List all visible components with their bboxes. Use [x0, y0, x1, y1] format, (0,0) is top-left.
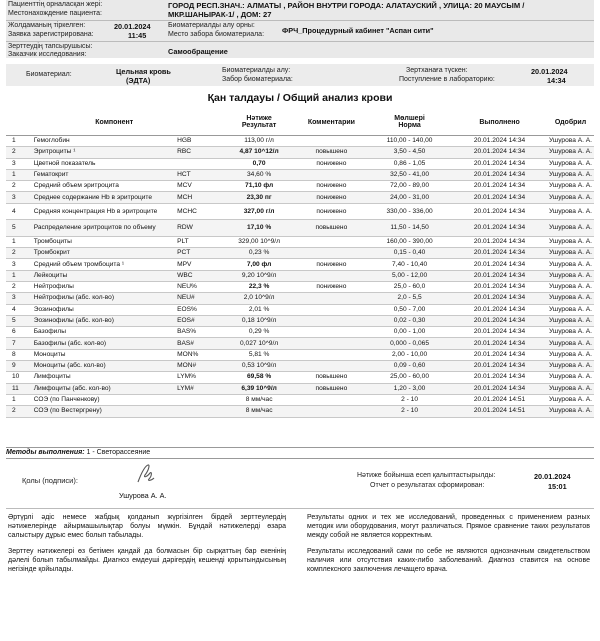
- biomaterial-bar: [6, 64, 594, 86]
- test-approved-by: Ушурова А. А.: [547, 259, 594, 270]
- patient-location-value: ГОРОД РЕСП.ЗНАЧ.: АЛМАТЫ , РАЙОН ВНУТРИ ГОРОДА: АЛАТАУСКИЙ , УЛИЦА: 20 МАУСЫМ /МКР.ШАНЫРАК-1/ , ДОМ: 27: [168, 1, 525, 19]
- test-result: 0,29 %: [222, 327, 295, 338]
- test-name: Нейтрофилы: [32, 281, 175, 292]
- test-result: 22,3 %: [222, 281, 295, 292]
- test-result: 69,58 %: [222, 372, 295, 383]
- test-result: 4,87 10^12/л: [222, 147, 295, 158]
- test-norm: 7,40 - 10,40: [367, 259, 452, 270]
- request-label-ru: Заявка зарегистрирована:: [8, 31, 94, 38]
- test-norm: 0,15 - 0,40: [367, 248, 452, 259]
- test-comment: [296, 349, 367, 360]
- test-result: 34,60 %: [222, 169, 295, 180]
- row-number: 2: [6, 147, 32, 158]
- table-row: [6, 203, 594, 220]
- table-row: [6, 136, 594, 147]
- col-result-kz: Нәтиже: [246, 115, 272, 122]
- test-approved-by: Ушурова А. А.: [547, 181, 594, 192]
- test-code: EOS#: [175, 315, 222, 326]
- row-number: 5: [6, 220, 32, 237]
- col-result-ru: Результат: [241, 122, 277, 129]
- test-comment: [296, 315, 367, 326]
- test-done-date: 20.01.2024 14:34: [452, 259, 547, 270]
- test-done-date: 20.01.2024 14:34: [452, 327, 547, 338]
- test-norm: 0,000 - 0,065: [367, 338, 452, 349]
- sampling-label-kz: Биоматериалды алу орны:: [168, 22, 255, 29]
- test-result: 0,53 10^9/л: [222, 361, 295, 372]
- received-label-ru: Поступление в лабораторию:: [399, 76, 495, 83]
- test-done-date: 20.01.2024 14:34: [452, 181, 547, 192]
- row-number: 3: [6, 158, 32, 169]
- table-row: [6, 394, 594, 405]
- test-comment: [296, 361, 367, 372]
- test-approved-by: Ушурова А. А.: [547, 304, 594, 315]
- test-name: Лимфоциты: [32, 372, 175, 383]
- test-code: [175, 406, 222, 417]
- test-done-date: 20.01.2024 14:34: [452, 236, 547, 247]
- customer-label-kz: Зерттеудің тапсырушысы:: [8, 43, 93, 50]
- row-number: 9: [6, 361, 32, 372]
- test-name: Базофилы (абс. кол-во): [32, 338, 175, 349]
- test-result: 329,00 10^9/л: [222, 236, 295, 247]
- test-done-date: 20.01.2024 14:34: [452, 361, 547, 372]
- test-norm: 24,00 - 31,00: [367, 192, 452, 203]
- test-comment: [296, 169, 367, 180]
- test-result: 7,00 фл: [222, 259, 295, 270]
- table-row: [6, 181, 594, 192]
- row-number: 5: [6, 315, 32, 326]
- table-row: [6, 361, 594, 372]
- test-name: Средний объем эритроцита: [32, 181, 175, 192]
- table-row: [6, 248, 594, 259]
- test-comment: повышено: [296, 372, 367, 383]
- test-result: 0,70: [222, 158, 295, 169]
- table-row: [6, 281, 594, 292]
- disclaimer-kz-1: Әртүрлі әдіс немесе жабдық қолданып жүргізілген бірдей зерттеулердің нәтижелерінде айырмашылықтар болуы мүмкін. Бұндай нәтижелерді өзара салыстыру дұрыс емес болып табылады.: [8, 514, 286, 539]
- test-done-date: 20.01.2024 14:34: [452, 248, 547, 259]
- table-row: [6, 236, 594, 247]
- table-row: [6, 349, 594, 360]
- table-row: [6, 383, 594, 394]
- methods-label: Методы выполнения:: [6, 449, 85, 456]
- test-done-date: 20.01.2024 14:34: [452, 136, 547, 147]
- row-number: 4: [6, 304, 32, 315]
- row-number: 3: [6, 192, 32, 203]
- test-done-date: 20.01.2024 14:34: [452, 220, 547, 237]
- table-row: [6, 169, 594, 180]
- row-number: 3: [6, 259, 32, 270]
- test-comment: [296, 236, 367, 247]
- test-done-date: 20.01.2024 14:34: [452, 349, 547, 360]
- test-code: [175, 158, 222, 169]
- test-norm: 110,00 - 140,00: [367, 136, 452, 147]
- test-code: MCH: [175, 192, 222, 203]
- table-row: [6, 406, 594, 417]
- test-done-date: 20.01.2024 14:34: [452, 383, 547, 394]
- test-done-date: 20.01.2024 14:34: [452, 338, 547, 349]
- test-comment: повышено: [296, 220, 367, 237]
- test-code: RDW: [175, 220, 222, 237]
- test-done-date: 20.01.2024 14:34: [452, 304, 547, 315]
- methods-line: [6, 447, 594, 459]
- test-result: 23,30 пг: [222, 192, 295, 203]
- test-done-date: 20.01.2024 14:34: [452, 147, 547, 158]
- test-comment: [296, 270, 367, 281]
- test-name: Эритроциты ¹: [32, 147, 175, 158]
- results-header-row: [6, 109, 594, 136]
- test-result: 9,20 10^9/л: [222, 270, 295, 281]
- test-name: Эозинофилы (абс. кол-во): [32, 315, 175, 326]
- patient-location-label-kz: Пациенттің орналасқан жері:: [8, 1, 103, 8]
- row-number: 1: [6, 270, 32, 281]
- test-approved-by: Ушурова А. А.: [547, 349, 594, 360]
- report-label-kz: Нәтиже бойынша есеп қалыптастырылды:: [357, 472, 496, 479]
- test-name: Эозинофилы: [32, 304, 175, 315]
- test-approved-by: Ушурова А. А.: [547, 281, 594, 292]
- page-title: Қан талдауы / Общий анализ крови: [207, 92, 393, 104]
- test-code: BAS%: [175, 327, 222, 338]
- test-comment: [296, 338, 367, 349]
- col-result: [222, 109, 295, 136]
- test-norm: 11,50 - 14,50: [367, 220, 452, 237]
- row-number: 11: [6, 383, 32, 394]
- test-approved-by: Ушурова А. А.: [547, 248, 594, 259]
- patient-location-label-ru: Местонахождение пациента:: [8, 10, 102, 17]
- test-done-date: 20.01.2024 14:34: [452, 158, 547, 169]
- request-time: 11:45: [128, 31, 147, 40]
- test-code: EOS%: [175, 304, 222, 315]
- test-code: HCT: [175, 169, 222, 180]
- table-row: [6, 338, 594, 349]
- test-norm: 1,20 - 3,00: [367, 383, 452, 394]
- test-name: Моноциты: [32, 349, 175, 360]
- test-comment: понижено: [296, 192, 367, 203]
- received-time: 14:34: [547, 76, 566, 85]
- row-number: 1: [6, 236, 32, 247]
- test-approved-by: Ушурова А. А.: [547, 220, 594, 237]
- test-comment: понижено: [296, 259, 367, 270]
- request-label-kz: Жолдаманың тіркелген:: [8, 22, 86, 29]
- test-norm: 25,00 - 60,00: [367, 372, 452, 383]
- test-comment: [296, 248, 367, 259]
- test-done-date: 20.01.2024 14:51: [452, 406, 547, 417]
- row-number: 3: [6, 293, 32, 304]
- test-approved-by: Ушурова А. А.: [547, 406, 594, 417]
- col-norm: [367, 109, 452, 136]
- col-done: Выполнено: [452, 109, 547, 136]
- test-norm: 72,00 - 89,00: [367, 181, 452, 192]
- row-number: 2: [6, 181, 32, 192]
- test-comment: [296, 327, 367, 338]
- row-number: 2: [6, 281, 32, 292]
- test-code: MCV: [175, 181, 222, 192]
- col-norm-ru: Норма: [398, 122, 421, 129]
- table-row: [6, 372, 594, 383]
- table-row: [6, 158, 594, 169]
- report-label-ru: Отчет о результатах сформирован:: [370, 482, 485, 489]
- test-done-date: 20.01.2024 14:34: [452, 293, 547, 304]
- test-approved-by: Ушурова А. А.: [547, 158, 594, 169]
- test-result: 0,18 10^9/л: [222, 315, 295, 326]
- col-norm-kz: Мөлшері: [394, 115, 425, 122]
- col-component: Компонент: [6, 109, 222, 136]
- test-code: PCT: [175, 248, 222, 259]
- table-row: [6, 327, 594, 338]
- test-done-date: 20.01.2024 14:34: [452, 270, 547, 281]
- test-comment: повышено: [296, 147, 367, 158]
- row-number: 10: [6, 372, 32, 383]
- table-row: [6, 270, 594, 281]
- col-approved: Одобрил: [547, 109, 594, 136]
- table-row: [6, 304, 594, 315]
- test-approved-by: Ушурова А. А.: [547, 361, 594, 372]
- table-row: [6, 315, 594, 326]
- test-code: WBC: [175, 270, 222, 281]
- test-approved-by: Ушурова А. А.: [547, 293, 594, 304]
- test-comment: понижено: [296, 281, 367, 292]
- received-label-kz: Зертханаға түскен:: [406, 67, 468, 74]
- test-norm: 32,50 - 41,00: [367, 169, 452, 180]
- test-code: MCHC: [175, 203, 222, 220]
- test-name: Нейтрофилы (абс. кол-во): [32, 293, 175, 304]
- report-time: 15:01: [548, 482, 567, 491]
- test-norm: 2,00 - 10,00: [367, 349, 452, 360]
- test-comment: понижено: [296, 181, 367, 192]
- test-norm: 0,86 - 1,05: [367, 158, 452, 169]
- disclaimer-kz-2: Зерттеу нәтижелері өз бетімен қандай да болмасын бір сырқаттың бар екенінің дәлелі болып табылмайды. Диагноз емдеуші дәрігердің кешенді қорытындысының негізінде қойылады.: [8, 548, 286, 573]
- disclaimer-ru-1: Результаты одних и тех же исследований, проведенных с применением разных методик или оборудования, могут различаться. Прямое сравнение таких результатов между собой не является корректным.: [307, 514, 590, 539]
- biomaterial-label: Биоматериал:: [26, 71, 72, 78]
- test-code: MPV: [175, 259, 222, 270]
- customer-value: Самообращение: [168, 47, 228, 56]
- test-code: NEU%: [175, 281, 222, 292]
- test-name: Лейкоциты: [32, 270, 175, 281]
- patient-header: [6, 0, 594, 58]
- test-done-date: 20.01.2024 14:34: [452, 315, 547, 326]
- test-result: 0,027 10^9/л: [222, 338, 295, 349]
- test-approved-by: Ушурова А. А.: [547, 394, 594, 405]
- row-number: 2: [6, 248, 32, 259]
- test-result: 17,10 %: [222, 220, 295, 237]
- row-number: 8: [6, 349, 32, 360]
- test-comment: понижено: [296, 203, 367, 220]
- table-row: [6, 220, 594, 237]
- test-name: СОЭ (по Вестергрену): [32, 406, 175, 417]
- disclaimer-ru-2: Результаты исследований сами по себе не являются однозначным свидетельством наличия или отсутствия каких-либо заболеваний. Диагноз ставится на основе комплексного заключения лечащего врача.: [307, 548, 590, 573]
- test-name: Тромбокрит: [32, 248, 175, 259]
- test-done-date: 20.01.2024 14:34: [452, 372, 547, 383]
- row-number: 1: [6, 394, 32, 405]
- test-approved-by: Ушурова А. А.: [547, 383, 594, 394]
- table-row: [6, 293, 594, 304]
- test-result: 8 мм/час: [222, 406, 295, 417]
- test-norm: 3,50 - 4,50: [367, 147, 452, 158]
- test-done-date: 20.01.2024 14:34: [452, 169, 547, 180]
- test-norm: 2 - 10: [367, 406, 452, 417]
- signature-name: Ушурова А. А.: [119, 491, 167, 500]
- test-name: Гемоглобин: [32, 136, 175, 147]
- sampling-label-ru: Место забора биоматериала:: [168, 31, 265, 38]
- test-norm: 0,00 - 1,00: [367, 327, 452, 338]
- test-norm: 0,50 - 7,00: [367, 304, 452, 315]
- test-comment: [296, 136, 367, 147]
- test-approved-by: Ушурова А. А.: [547, 136, 594, 147]
- row-number: 1: [6, 136, 32, 147]
- test-approved-by: Ушурова А. А.: [547, 315, 594, 326]
- row-number: 4: [6, 203, 32, 220]
- test-name: Средний объем тромбоцита ¹: [32, 259, 175, 270]
- test-code: LYM%: [175, 372, 222, 383]
- collection-label-ru: Забор биоматериала:: [222, 76, 293, 83]
- test-done-date: 20.01.2024 14:34: [452, 192, 547, 203]
- test-code: [175, 394, 222, 405]
- collection-label-kz: Биоматериалды алу:: [222, 67, 291, 74]
- table-row: [6, 147, 594, 158]
- received-date: 20.01.2024: [531, 67, 568, 76]
- table-row: [6, 192, 594, 203]
- test-result: 113,00 г/л: [222, 136, 295, 147]
- test-norm: 2 - 10: [367, 394, 452, 405]
- test-code: BAS#: [175, 338, 222, 349]
- test-name: Тромбоциты: [32, 236, 175, 247]
- signature-image: [135, 462, 157, 486]
- test-norm: 0,02 - 0,30: [367, 315, 452, 326]
- report-date: 20.01.2024: [534, 472, 571, 481]
- test-comment: [296, 394, 367, 405]
- row-number: 1: [6, 169, 32, 180]
- test-code: MON#: [175, 361, 222, 372]
- row-number: 7: [6, 338, 32, 349]
- test-result: 8 мм/час: [222, 394, 295, 405]
- test-approved-by: Ушурова А. А.: [547, 203, 594, 220]
- test-result: 2,01 %: [222, 304, 295, 315]
- test-comment: понижено: [296, 158, 367, 169]
- test-result: 2,0 10^9/л: [222, 293, 295, 304]
- test-norm: 2,0 - 5,5: [367, 293, 452, 304]
- test-name: Гематокрит: [32, 169, 175, 180]
- test-code: LYM#: [175, 383, 222, 394]
- test-approved-by: Ушурова А. А.: [547, 192, 594, 203]
- test-norm: 160,00 - 390,00: [367, 236, 452, 247]
- test-result: 5,81 %: [222, 349, 295, 360]
- test-approved-by: Ушурова А. А.: [547, 169, 594, 180]
- test-comment: [296, 406, 367, 417]
- test-done-date: 20.01.2024 14:51: [452, 394, 547, 405]
- test-code: RBC: [175, 147, 222, 158]
- test-approved-by: Ушурова А. А.: [547, 327, 594, 338]
- test-code: NEU#: [175, 293, 222, 304]
- request-date: 20.01.2024: [114, 22, 151, 31]
- test-name: Цветной показатель: [32, 158, 175, 169]
- test-name: Средняя концентрация Hb в эритроците: [32, 203, 175, 220]
- sampling-value: ФРЧ_Процедурный кабинет "Аспан сити": [282, 26, 434, 35]
- test-approved-by: Ушурова А. А.: [547, 372, 594, 383]
- test-norm: 330,00 - 336,00: [367, 203, 452, 220]
- biomaterial-value: Цельная кровь: [116, 67, 171, 76]
- test-done-date: 20.01.2024 14:34: [452, 281, 547, 292]
- table-row: [6, 259, 594, 270]
- test-done-date: 20.01.2024 14:34: [452, 203, 547, 220]
- test-approved-by: Ушурова А. А.: [547, 338, 594, 349]
- methods-value: 1 - Светорассеяние: [86, 449, 151, 456]
- test-approved-by: Ушурова А. А.: [547, 147, 594, 158]
- test-approved-by: Ушурова А. А.: [547, 270, 594, 281]
- test-name: Лимфоциты (абс. кол-во): [32, 383, 175, 394]
- row-number: 2: [6, 406, 32, 417]
- test-norm: 25,0 - 60,0: [367, 281, 452, 292]
- test-code: PLT: [175, 236, 222, 247]
- test-norm: 5,00 - 12,00: [367, 270, 452, 281]
- test-comment: [296, 304, 367, 315]
- test-code: HGB: [175, 136, 222, 147]
- col-comments: Комментарии: [296, 109, 367, 136]
- test-name: Распределение эритроцитов по объему: [32, 220, 175, 237]
- test-code: MON%: [175, 349, 222, 360]
- results-table: [6, 109, 594, 418]
- signature-label: Қолы (подписи):: [22, 476, 78, 485]
- test-name: Моноциты (абс. кол-во): [32, 361, 175, 372]
- test-approved-by: Ушурова А. А.: [547, 236, 594, 247]
- test-result: 327,00 г/л: [222, 203, 295, 220]
- test-comment: повышено: [296, 383, 367, 394]
- test-comment: [296, 293, 367, 304]
- test-result: 71,10 фл: [222, 181, 295, 192]
- biomaterial-tube: (ЭДТА): [126, 76, 151, 85]
- test-result: 0,23 %: [222, 248, 295, 259]
- test-name: Базофилы: [32, 327, 175, 338]
- customer-label-ru: Заказчик исследования:: [8, 51, 87, 58]
- row-number: 6: [6, 327, 32, 338]
- test-name: Среднее содержание Hb в эритроците: [32, 192, 175, 203]
- test-norm: 0,09 - 0,60: [367, 361, 452, 372]
- test-name: СОЭ (по Панченкову): [32, 394, 175, 405]
- test-result: 6,39 10^9/л: [222, 383, 295, 394]
